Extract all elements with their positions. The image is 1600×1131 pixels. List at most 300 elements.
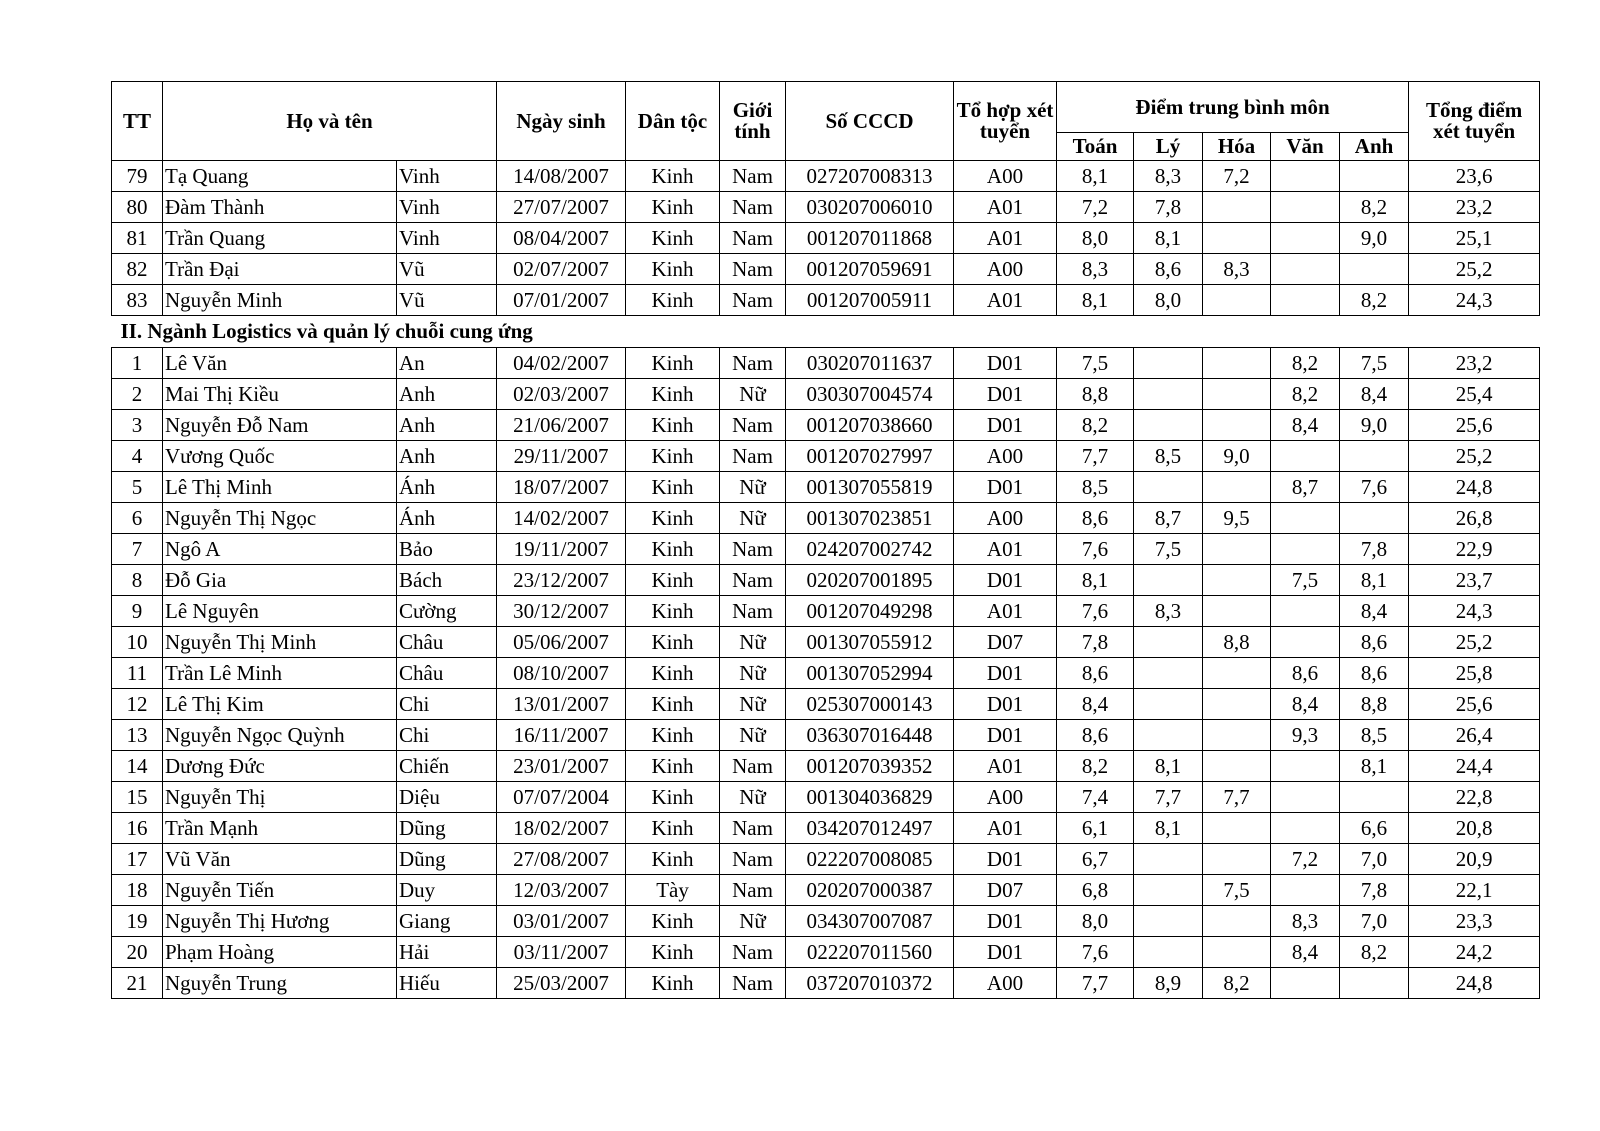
header-combo: Tổ hợp xét tuyển [954,82,1057,161]
english-score-cell: 8,4 [1340,379,1409,410]
english-score-cell: 9,0 [1340,410,1409,441]
gender-cell: Nam [720,254,786,285]
surname-cell: Đàm Thành [163,192,397,223]
surname-cell: Trần Lê Minh [163,658,397,689]
given-name-cell: Dũng [397,844,497,875]
dob-cell: 29/11/2007 [497,441,626,472]
surname-cell: Tạ Quang [163,161,397,192]
chemistry-score-cell: 7,5 [1203,875,1271,906]
chemistry-score-cell [1203,937,1271,968]
id-cell: 030307004574 [786,379,954,410]
math-score-cell: 6,7 [1057,844,1134,875]
surname-cell: Nguyễn Thị Minh [163,627,397,658]
given-name-cell: Hiếu [397,968,497,999]
id-cell: 001207011868 [786,223,954,254]
dob-cell: 07/07/2004 [497,782,626,813]
id-cell: 024207002742 [786,534,954,565]
english-score-cell: 8,6 [1340,658,1409,689]
stt-cell: 8 [112,565,163,596]
dob-cell: 02/07/2007 [497,254,626,285]
physics-score-cell: 8,1 [1134,223,1203,254]
ethnicity-cell: Kinh [626,596,720,627]
id-cell: 001207005911 [786,285,954,316]
given-name-cell: Chiến [397,751,497,782]
chemistry-score-cell [1203,379,1271,410]
stt-cell: 19 [112,906,163,937]
given-name-cell: Hải [397,937,497,968]
physics-score-cell [1134,348,1203,379]
chemistry-score-cell: 9,0 [1203,441,1271,472]
chemistry-score-cell [1203,689,1271,720]
table-row [112,223,1540,254]
total-score-cell: 25,2 [1409,627,1540,658]
english-score-cell: 7,0 [1340,844,1409,875]
surname-cell: Lê Nguyên [163,596,397,627]
combo-cell: A01 [954,192,1057,223]
ethnicity-cell: Kinh [626,534,720,565]
id-cell: 020207001895 [786,565,954,596]
gender-cell: Nam [720,751,786,782]
dob-cell: 13/01/2007 [497,689,626,720]
stt-cell: 82 [112,254,163,285]
header-subject-chemistry: Hóa [1203,133,1271,161]
dob-cell: 27/08/2007 [497,844,626,875]
math-score-cell: 8,1 [1057,285,1134,316]
header-scores-group: Điểm trung bình môn [1057,82,1409,133]
id-cell: 022207011560 [786,937,954,968]
physics-score-cell [1134,906,1203,937]
ethnicity-cell: Kinh [626,161,720,192]
literature-score-cell [1271,285,1340,316]
given-name-cell: Diệu [397,782,497,813]
chemistry-score-cell [1203,596,1271,627]
header-subject-math: Toán [1057,133,1134,161]
gender-cell: Nam [720,937,786,968]
chemistry-score-cell [1203,192,1271,223]
chemistry-score-cell [1203,844,1271,875]
given-name-cell: Anh [397,441,497,472]
table-row [112,906,1540,937]
ethnicity-cell: Kinh [626,720,720,751]
id-cell: 022207008085 [786,844,954,875]
stt-cell: 20 [112,937,163,968]
stt-cell: 2 [112,379,163,410]
table-row [112,565,1540,596]
physics-score-cell: 8,3 [1134,161,1203,192]
gender-cell: Nữ [720,627,786,658]
surname-cell: Phạm Hoàng [163,937,397,968]
ethnicity-cell: Kinh [626,223,720,254]
stt-cell: 15 [112,782,163,813]
id-cell: 001207027997 [786,441,954,472]
ethnicity-cell: Kinh [626,658,720,689]
combo-cell: D07 [954,627,1057,658]
stt-cell: 79 [112,161,163,192]
id-cell: 001207039352 [786,751,954,782]
combo-cell: A00 [954,441,1057,472]
given-name-cell: Châu [397,658,497,689]
total-score-cell: 20,9 [1409,844,1540,875]
chemistry-score-cell [1203,223,1271,254]
surname-cell: Nguyễn Đỗ Nam [163,410,397,441]
total-score-cell: 24,3 [1409,596,1540,627]
physics-score-cell [1134,875,1203,906]
section-header-row [112,316,1540,348]
gender-cell: Nam [720,348,786,379]
total-score-cell: 22,8 [1409,782,1540,813]
table-row [112,627,1540,658]
ethnicity-cell: Tày [626,875,720,906]
math-score-cell: 8,0 [1057,906,1134,937]
dob-cell: 27/07/2007 [497,192,626,223]
table-row [112,937,1540,968]
dob-cell: 23/12/2007 [497,565,626,596]
id-cell: 020207000387 [786,875,954,906]
combo-cell: A01 [954,813,1057,844]
math-score-cell: 8,6 [1057,720,1134,751]
english-score-cell: 7,8 [1340,534,1409,565]
literature-score-cell: 8,3 [1271,906,1340,937]
id-cell: 037207010372 [786,968,954,999]
surname-cell: Dương Đức [163,751,397,782]
english-score-cell: 8,4 [1340,596,1409,627]
literature-score-cell: 7,2 [1271,844,1340,875]
gender-cell: Nam [720,441,786,472]
english-score-cell: 8,2 [1340,937,1409,968]
table-body [112,161,1540,999]
math-score-cell: 8,2 [1057,751,1134,782]
math-score-cell: 7,7 [1057,441,1134,472]
total-score-cell: 22,9 [1409,534,1540,565]
math-score-cell: 8,2 [1057,410,1134,441]
total-score-cell: 24,8 [1409,472,1540,503]
table-row [112,410,1540,441]
physics-score-cell: 8,6 [1134,254,1203,285]
header-name: Họ và tên [163,82,497,161]
gender-cell: Nữ [720,658,786,689]
literature-score-cell: 8,7 [1271,472,1340,503]
given-name-cell: Dũng [397,813,497,844]
stt-cell: 3 [112,410,163,441]
id-cell: 001307055912 [786,627,954,658]
english-score-cell [1340,782,1409,813]
table-row [112,503,1540,534]
chemistry-score-cell [1203,534,1271,565]
table-row [112,441,1540,472]
chemistry-score-cell: 8,3 [1203,254,1271,285]
ethnicity-cell: Kinh [626,503,720,534]
table-row [112,844,1540,875]
id-cell: 001207059691 [786,254,954,285]
gender-cell: Nam [720,223,786,254]
english-score-cell [1340,968,1409,999]
surname-cell: Nguyễn Thị Ngọc [163,503,397,534]
given-name-cell: An [397,348,497,379]
math-score-cell: 7,2 [1057,192,1134,223]
stt-cell: 13 [112,720,163,751]
physics-score-cell: 8,7 [1134,503,1203,534]
id-cell: 001304036829 [786,782,954,813]
dob-cell: 18/02/2007 [497,813,626,844]
gender-cell: Nữ [720,379,786,410]
gender-cell: Nữ [720,472,786,503]
combo-cell: A00 [954,254,1057,285]
physics-score-cell: 7,7 [1134,782,1203,813]
literature-score-cell [1271,223,1340,254]
chemistry-score-cell [1203,348,1271,379]
total-score-cell: 25,2 [1409,254,1540,285]
surname-cell: Lê Văn [163,348,397,379]
stt-cell: 17 [112,844,163,875]
combo-cell: A00 [954,968,1057,999]
id-cell: 034207012497 [786,813,954,844]
chemistry-score-cell: 9,5 [1203,503,1271,534]
surname-cell: Ngô A [163,534,397,565]
surname-cell: Nguyễn Ngọc Quỳnh [163,720,397,751]
admissions-table [111,81,1540,999]
total-score-cell: 25,2 [1409,441,1540,472]
surname-cell: Trần Quang [163,223,397,254]
chemistry-score-cell: 7,2 [1203,161,1271,192]
gender-cell: Nữ [720,689,786,720]
physics-score-cell [1134,627,1203,658]
english-score-cell [1340,161,1409,192]
header-subject-literature: Văn [1271,133,1340,161]
total-score-cell: 25,1 [1409,223,1540,254]
surname-cell: Nguyễn Minh [163,285,397,316]
math-score-cell: 8,6 [1057,503,1134,534]
id-cell: 027207008313 [786,161,954,192]
id-cell: 001307055819 [786,472,954,503]
stt-cell: 9 [112,596,163,627]
dob-cell: 03/01/2007 [497,906,626,937]
chemistry-score-cell [1203,813,1271,844]
header-ethnicity: Dân tộc [626,82,720,161]
id-cell: 025307000143 [786,689,954,720]
math-score-cell: 8,4 [1057,689,1134,720]
english-score-cell [1340,503,1409,534]
stt-cell: 83 [112,285,163,316]
chemistry-score-cell [1203,720,1271,751]
gender-cell: Nam [720,285,786,316]
combo-cell: A00 [954,161,1057,192]
gender-cell: Nam [720,161,786,192]
english-score-cell: 8,2 [1340,192,1409,223]
id-cell: 030207006010 [786,192,954,223]
english-score-cell: 8,1 [1340,751,1409,782]
table-row [112,472,1540,503]
physics-score-cell: 8,9 [1134,968,1203,999]
gender-cell: Nam [720,813,786,844]
english-score-cell: 6,6 [1340,813,1409,844]
stt-cell: 21 [112,968,163,999]
physics-score-cell: 8,5 [1134,441,1203,472]
chemistry-score-cell [1203,285,1271,316]
ethnicity-cell: Kinh [626,937,720,968]
math-score-cell: 6,8 [1057,875,1134,906]
stt-cell: 16 [112,813,163,844]
table-row [112,348,1540,379]
english-score-cell: 8,1 [1340,565,1409,596]
literature-score-cell: 8,2 [1271,348,1340,379]
english-score-cell: 8,8 [1340,689,1409,720]
stt-cell: 14 [112,751,163,782]
header-subject-english: Anh [1340,133,1409,161]
given-name-cell: Vinh [397,192,497,223]
math-score-cell: 8,1 [1057,161,1134,192]
section-title: II. Ngành Logistics và quản lý chuỗi cung ứng [112,316,1540,348]
ethnicity-cell: Kinh [626,254,720,285]
dob-cell: 08/10/2007 [497,658,626,689]
literature-score-cell [1271,968,1340,999]
math-score-cell: 7,6 [1057,596,1134,627]
given-name-cell: Duy [397,875,497,906]
physics-score-cell [1134,379,1203,410]
physics-score-cell: 8,1 [1134,813,1203,844]
header-total: Tổng điểm xét tuyển [1409,82,1540,161]
table-row [112,534,1540,565]
physics-score-cell [1134,844,1203,875]
literature-score-cell [1271,192,1340,223]
surname-cell: Nguyễn Tiến [163,875,397,906]
literature-score-cell [1271,254,1340,285]
dob-cell: 07/01/2007 [497,285,626,316]
table-row [112,658,1540,689]
physics-score-cell: 8,3 [1134,596,1203,627]
table-row [112,161,1540,192]
combo-cell: D01 [954,379,1057,410]
chemistry-score-cell: 8,8 [1203,627,1271,658]
id-cell: 034307007087 [786,906,954,937]
math-score-cell: 7,6 [1057,937,1134,968]
dob-cell: 19/11/2007 [497,534,626,565]
surname-cell: Vũ Văn [163,844,397,875]
dob-cell: 04/02/2007 [497,348,626,379]
stt-cell: 11 [112,658,163,689]
chemistry-score-cell [1203,565,1271,596]
physics-score-cell: 7,8 [1134,192,1203,223]
literature-score-cell [1271,751,1340,782]
given-name-cell: Anh [397,410,497,441]
gender-cell: Nữ [720,782,786,813]
surname-cell: Nguyễn Thị Hương [163,906,397,937]
surname-cell: Lê Thị Kim [163,689,397,720]
literature-score-cell: 8,4 [1271,689,1340,720]
english-score-cell: 7,5 [1340,348,1409,379]
id-cell: 036307016448 [786,720,954,751]
math-score-cell: 7,8 [1057,627,1134,658]
table-header [112,82,1540,161]
literature-score-cell: 9,3 [1271,720,1340,751]
total-score-cell: 26,4 [1409,720,1540,751]
literature-score-cell: 8,2 [1271,379,1340,410]
physics-score-cell [1134,472,1203,503]
chemistry-score-cell [1203,906,1271,937]
physics-score-cell: 8,0 [1134,285,1203,316]
given-name-cell: Vũ [397,254,497,285]
given-name-cell: Chi [397,689,497,720]
total-score-cell: 26,8 [1409,503,1540,534]
physics-score-cell: 7,5 [1134,534,1203,565]
stt-cell: 1 [112,348,163,379]
literature-score-cell [1271,596,1340,627]
dob-cell: 03/11/2007 [497,937,626,968]
combo-cell: A00 [954,503,1057,534]
combo-cell: D01 [954,689,1057,720]
total-score-cell: 25,6 [1409,689,1540,720]
combo-cell: D01 [954,844,1057,875]
stt-cell: 7 [112,534,163,565]
combo-cell: D01 [954,906,1057,937]
table-row [112,285,1540,316]
physics-score-cell [1134,410,1203,441]
ethnicity-cell: Kinh [626,627,720,658]
table-row [112,751,1540,782]
stt-cell: 81 [112,223,163,254]
ethnicity-cell: Kinh [626,813,720,844]
math-score-cell: 7,5 [1057,348,1134,379]
dob-cell: 14/02/2007 [497,503,626,534]
literature-score-cell: 8,4 [1271,410,1340,441]
dob-cell: 23/01/2007 [497,751,626,782]
total-score-cell: 25,8 [1409,658,1540,689]
ethnicity-cell: Kinh [626,410,720,441]
combo-cell: D01 [954,348,1057,379]
math-score-cell: 7,7 [1057,968,1134,999]
stt-cell: 12 [112,689,163,720]
ethnicity-cell: Kinh [626,565,720,596]
physics-score-cell [1134,565,1203,596]
id-cell: 001307023851 [786,503,954,534]
math-score-cell: 8,3 [1057,254,1134,285]
english-score-cell: 8,6 [1340,627,1409,658]
literature-score-cell: 8,4 [1271,937,1340,968]
given-name-cell: Ánh [397,472,497,503]
literature-score-cell [1271,441,1340,472]
header-id: Số CCCD [786,82,954,161]
ethnicity-cell: Kinh [626,689,720,720]
total-score-cell: 23,3 [1409,906,1540,937]
physics-score-cell: 8,1 [1134,751,1203,782]
gender-cell: Nam [720,565,786,596]
table-row [112,192,1540,223]
ethnicity-cell: Kinh [626,906,720,937]
gender-cell: Nam [720,596,786,627]
table-row [112,379,1540,410]
chemistry-score-cell [1203,472,1271,503]
ethnicity-cell: Kinh [626,379,720,410]
given-name-cell: Giang [397,906,497,937]
english-score-cell: 8,5 [1340,720,1409,751]
header-subject-physics: Lý [1134,133,1203,161]
english-score-cell [1340,441,1409,472]
math-score-cell: 8,5 [1057,472,1134,503]
given-name-cell: Ánh [397,503,497,534]
surname-cell: Đỗ Gia [163,565,397,596]
combo-cell: D01 [954,937,1057,968]
id-cell: 001207049298 [786,596,954,627]
math-score-cell: 6,1 [1057,813,1134,844]
surname-cell: Trần Đại [163,254,397,285]
id-cell: 001207038660 [786,410,954,441]
surname-cell: Vương Quốc [163,441,397,472]
english-score-cell: 7,0 [1340,906,1409,937]
combo-cell: A00 [954,782,1057,813]
given-name-cell: Anh [397,379,497,410]
ethnicity-cell: Kinh [626,472,720,503]
ethnicity-cell: Kinh [626,782,720,813]
ethnicity-cell: Kinh [626,285,720,316]
